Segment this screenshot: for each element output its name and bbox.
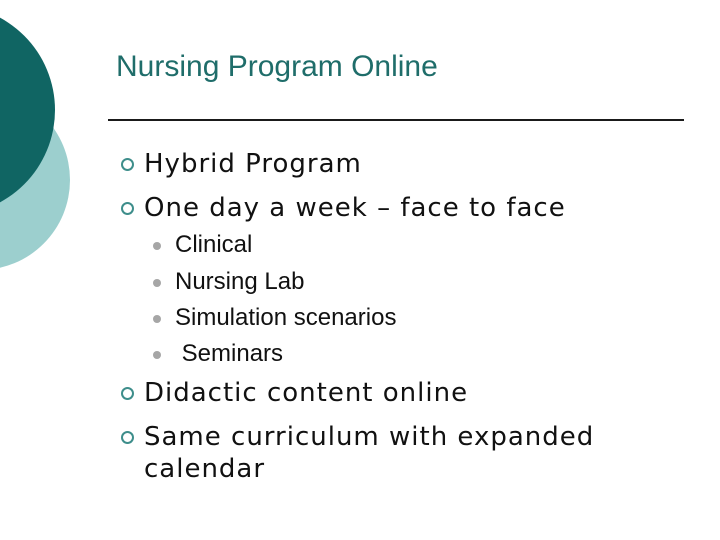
sub-bullet-text: Simulation scenarios xyxy=(175,304,397,331)
sub-bullet-text: Nursing Lab xyxy=(175,268,305,295)
hollow-circle-bullet-icon xyxy=(121,431,134,444)
sub-bullet-text: Seminars xyxy=(175,340,284,367)
hollow-circle-bullet-icon xyxy=(121,202,134,215)
sub-bullet-text: Clinical xyxy=(175,231,253,258)
bullet-text: Didactic content online xyxy=(144,378,469,408)
hollow-circle-bullet-icon xyxy=(121,387,134,400)
dot-bullet-icon xyxy=(153,315,161,323)
slide-title: Nursing Program Online xyxy=(116,50,438,83)
bullet-text: Hybrid Program xyxy=(144,149,362,179)
decorative-circles xyxy=(0,0,80,290)
bullet-text: Same curriculum with expanded xyxy=(144,422,595,452)
bullet-text: One day a week – face to face xyxy=(144,193,566,223)
dot-bullet-icon xyxy=(153,351,161,359)
title-divider xyxy=(108,119,684,121)
dot-bullet-icon xyxy=(153,279,161,287)
bullet-text-continuation: calendar xyxy=(144,454,266,484)
dot-bullet-icon xyxy=(153,242,161,250)
hollow-circle-bullet-icon xyxy=(121,158,134,171)
